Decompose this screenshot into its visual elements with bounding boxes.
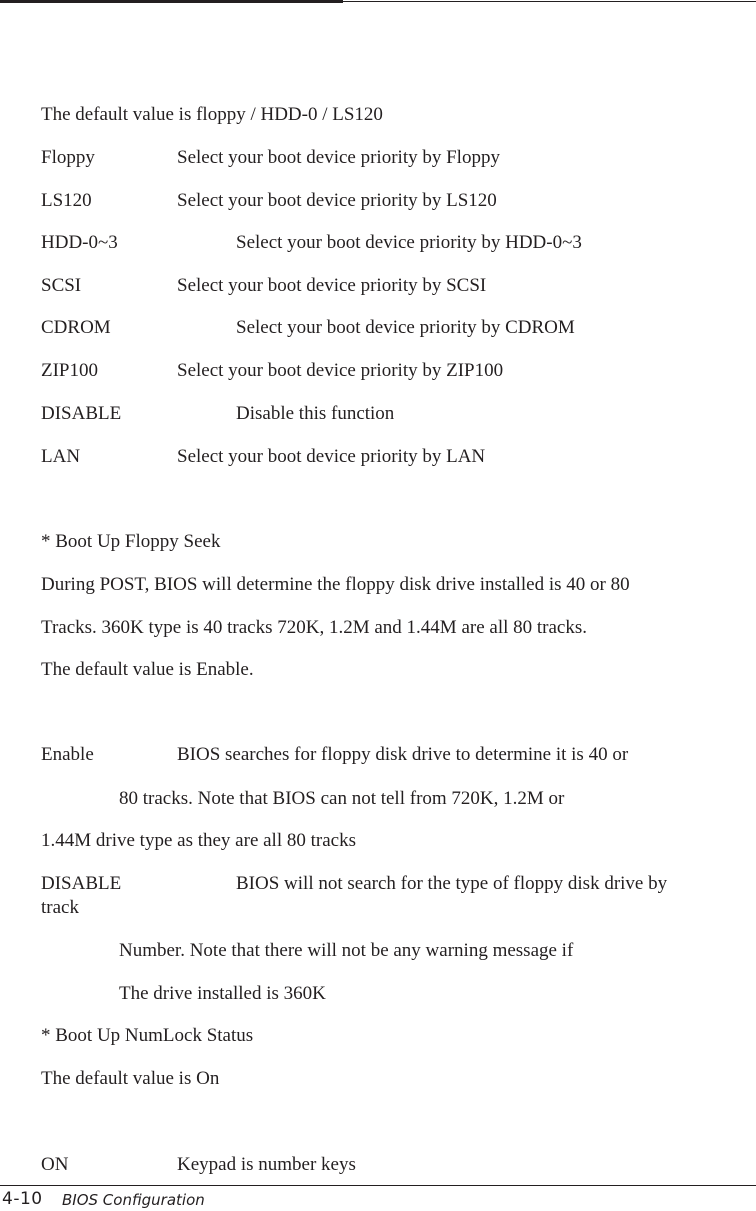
option-ls120-key: LS120 <box>41 190 92 211</box>
option-hdd-desc: Select your boot device priority by HDD-0~3 <box>236 232 582 253</box>
seek-enable-cont-1: 80 tracks. Note that BIOS can not tell from 720K, 1.2M or <box>119 788 565 809</box>
option-disable-key: DISABLE <box>41 403 122 424</box>
floppy-seek-para-1: During POST, BIOS will determine the floppy disk drive installed is 40 or 80 <box>41 574 630 595</box>
option-zip100-desc: Select your boot device priority by ZIP100 <box>177 360 504 381</box>
header-rule-thin <box>343 1 756 2</box>
option-cdrom-key: CDROM <box>41 317 111 338</box>
seek-disable-wrap: track <box>41 897 79 918</box>
seek-enable-key: Enable <box>41 744 94 765</box>
option-zip100-key: ZIP100 <box>41 360 98 381</box>
floppy-seek-para-2: Tracks. 360K type is 40 tracks 720K, 1.2M and 1.44M are all 80 tracks. <box>41 617 587 638</box>
section-title: BIOS Configuration <box>62 1191 205 1209</box>
footer-rule <box>0 1185 756 1186</box>
floppy-seek-default: The default value is Enable. <box>41 659 254 680</box>
option-disable-desc: Disable this function <box>236 403 395 424</box>
seek-disable-desc: BIOS will not search for the type of floppy disk drive by <box>236 873 668 894</box>
seek-disable-cont-1: Number. Note that there will not be any warning message if <box>119 940 574 961</box>
option-ls120-desc: Select your boot device priority by LS120 <box>177 190 497 211</box>
seek-disable-cont-2: The drive installed is 360K <box>119 983 326 1004</box>
option-scsi-desc: Select your boot device priority by SCSI <box>177 275 487 296</box>
option-floppy-desc: Select your boot device priority by Floppy <box>177 147 500 168</box>
seek-enable-desc: BIOS searches for floppy disk drive to determine it is 40 or <box>177 744 629 765</box>
floppy-seek-heading: * Boot Up Floppy Seek <box>41 531 221 552</box>
option-lan-desc: Select your boot device priority by LAN <box>177 446 486 467</box>
seek-enable-cont-2: 1.44M drive type as they are all 80 tracks <box>41 830 356 851</box>
option-cdrom-desc: Select your boot device priority by CDROM <box>236 317 575 338</box>
numlock-on-desc: Keypad is number keys <box>177 1154 356 1175</box>
option-scsi-key: SCSI <box>41 275 82 296</box>
option-hdd-key: HDD-0~3 <box>41 232 118 253</box>
page-number: 4-10 <box>2 1189 43 1209</box>
numlock-default: The default value is On <box>41 1068 220 1089</box>
option-lan-key: LAN <box>41 446 81 467</box>
header-rule-thick <box>0 0 343 3</box>
numlock-on-key: ON <box>41 1154 69 1175</box>
option-floppy-key: Floppy <box>41 147 95 168</box>
numlock-heading: * Boot Up NumLock Status <box>41 1025 254 1046</box>
default-value-text: The default value is floppy / HDD-0 / LS120 <box>41 104 383 125</box>
seek-disable-key: DISABLE <box>41 873 122 894</box>
